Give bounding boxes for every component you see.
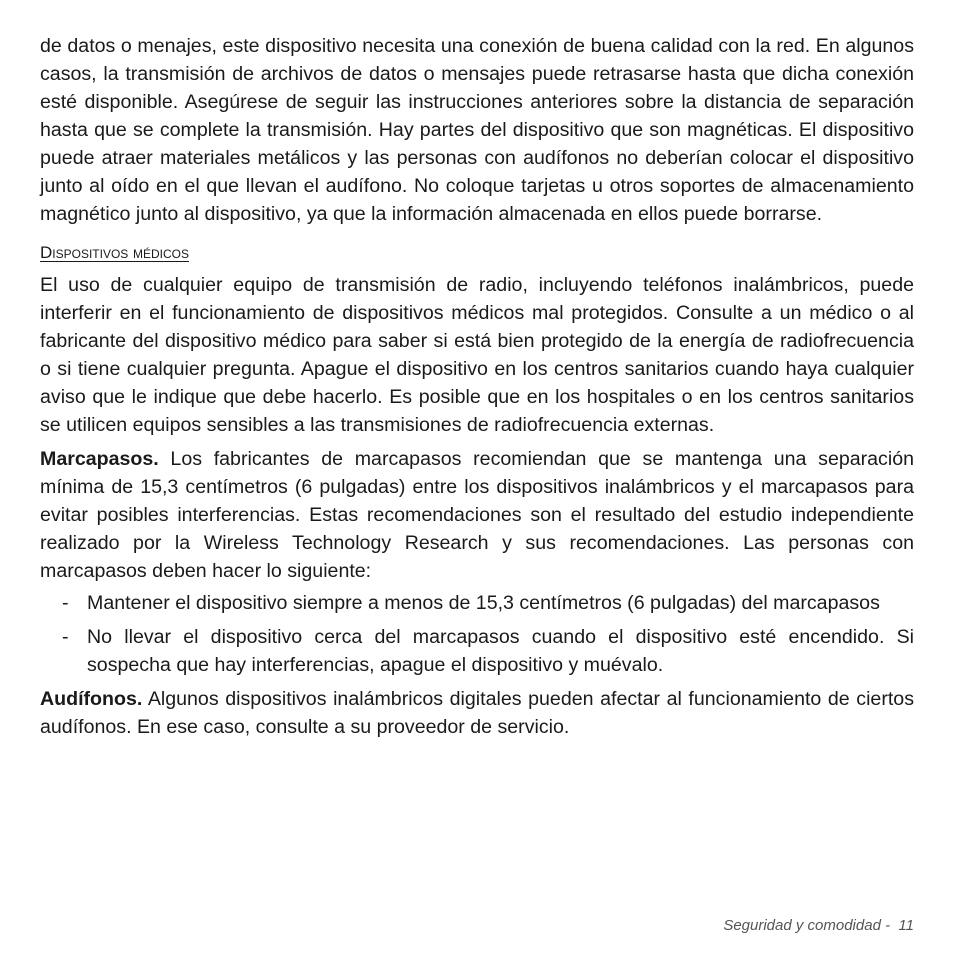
- dash-bullet: -: [62, 626, 69, 648]
- page-footer: [723, 917, 914, 934]
- hearing-aids-lead: Audífonos.: [40, 688, 143, 710]
- section-heading: Dispositivos médicos: [40, 243, 190, 262]
- medical-devices-paragraph: El uso de cualquier equipo de transmisión de radio, incluyendo teléfonos inalámbricos, puede interferir en el funcionamiento de dispositivos médicos mal protegidos. Consulte a un médico o al fabricante del dispositivo médico para saber si está bien protegido de la energía de radiofrecuencia o si tiene cualquier pregunta. Apague el dispositivo en los centros sanitarios cuando haya cualquier aviso que le indique que debe hacerlo. Es posible que en los hospitales o en los centros sanitarios se utilicen equipos sensibles a las transmisiones de radiofrecuencia externas.: [40, 274, 914, 436]
- list-item: [40, 589, 914, 617]
- page-number: 11: [898, 917, 914, 934]
- footer-section-title: Seguridad y comodidad -: [723, 917, 891, 934]
- hearing-aids-text: Algunos dispositivos inalámbricos digitales pueden afectar al funcionamiento de ciertos audífonos. En ese caso, consulte a su proveedor de servicio.: [40, 688, 914, 738]
- pacemaker-list: [40, 589, 914, 679]
- pacemakers-paragraph: [40, 445, 914, 585]
- intro-paragraph: de datos o menajes, este dispositivo necesita una conexión de buena calidad con la red. En algunos casos, la transmisión de archivos de datos o mensajes puede retrasarse hasta que dicha conexión esté disponible. Asegúrese de seguir las instrucciones anteriores sobre la distancia de separación hasta que se complete la transmisión. Hay partes del dispositivo que son magnéticas. El dispositivo puede atraer materiales metálicos y las personas con audífonos no deberían colocar el dispositivo junto al oído en el que llevan el audífono. No coloque tarjetas u otros soportes de almacenamiento magnético junto al dispositivo, ya que la información almacenada en ellos puede borrarse.: [40, 35, 914, 225]
- pacemakers-text: Los fabricantes de marcapasos recomiendan que se mantenga una separación mínima de 15,3 centímetros (6 pulgadas) entre los dispositivos inalámbricos y el marcapasos para evitar posibles interferencias. Estas recomendaciones son el resultado del estudio independiente realizado por la Wireless Technology Research y sus recomendaciones. Las personas con marcapasos deben hacer lo siguiente:: [40, 448, 914, 582]
- document-page: [40, 32, 914, 741]
- dash-bullet: -: [62, 592, 69, 614]
- hearing-aids-paragraph: [40, 685, 914, 741]
- list-item-text: No llevar el dispositivo cerca del marcapasos cuando el dispositivo esté encendido. Si sospecha que hay interferencias, apague el dispositivo y muévalo.: [87, 626, 914, 676]
- pacemakers-lead: Marcapasos.: [40, 448, 159, 470]
- list-item-text: Mantener el dispositivo siempre a menos de 15,3 centímetros (6 pulgadas) del marcapasos: [87, 592, 880, 614]
- list-item: [40, 623, 914, 679]
